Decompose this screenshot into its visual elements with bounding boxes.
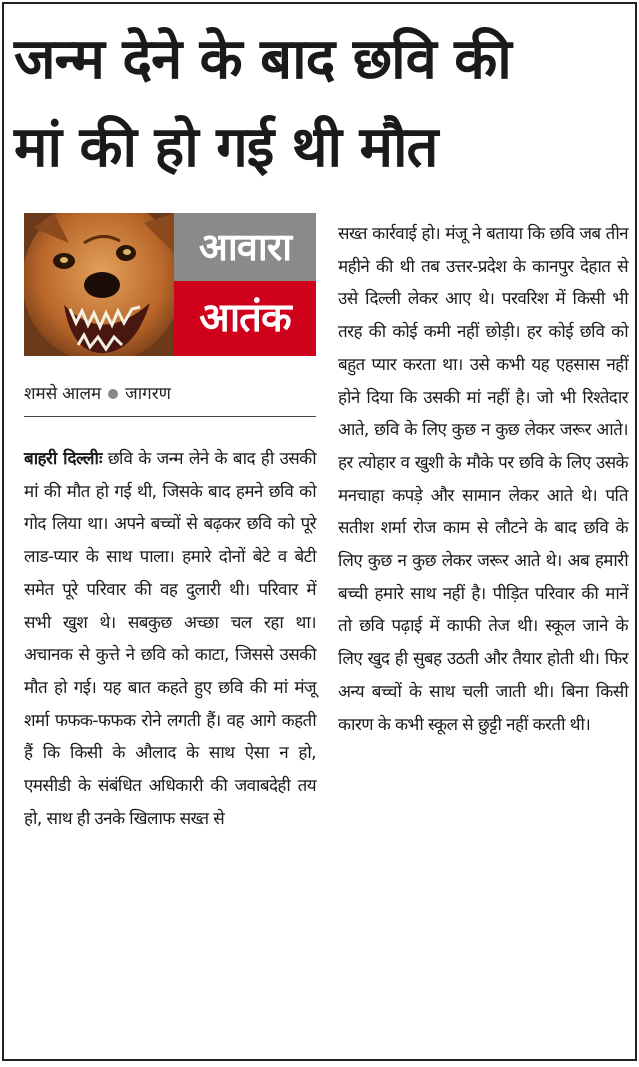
byline <box>24 382 316 417</box>
dateline: बाहरी दिल्लीः <box>24 449 102 469</box>
tag-aatank: आतंक <box>174 281 316 356</box>
byline-source: जागरण <box>125 384 171 404</box>
left-column <box>24 213 316 835</box>
headline <box>14 16 629 192</box>
byline-author: शमसे आलम <box>24 384 102 404</box>
angry-dog-photo <box>24 213 174 356</box>
article-left-body: छवि के जन्म लेने के बाद ही उसकी मां की मौत हो गई थी, जिसके बाद हमने छवि को गोद लिया था। अपने बच्चों से बढ़कर छवि को पूरे लाड-प्यार के साथ पाला। हमारे दोनों बेटे व बेटी समेत पूरे परिवार की वह दुलारी थी। परिवार में सभी खुश थे। सबकुछ अच्छा चल रहा था। अचानक से कुत्ते ने छवि को काटा, जिससे उसकी मौत हो गई। यह बात कहते हुए छवि की मां मंजू शर्मा फफक-फफक रोने लगती हैं। वह आगे कहती हैं कि किसी के औलाद के साथ ऐसा न हो, एमसीडी के संबंधित अधिकारी की जवाबदेही तय हो, साथ ही उनके खिलाफ सख्त से <box>24 449 317 829</box>
tag-awara: आवारा <box>174 213 316 281</box>
hero-banner <box>24 213 316 356</box>
bullet-icon <box>108 389 118 399</box>
article-left-text <box>24 443 316 835</box>
right-column <box>338 218 628 741</box>
headline-line-1: जन्म देने के बाद छवि की <box>14 27 511 92</box>
dog-image-icon <box>24 213 174 356</box>
article-right-text: सख्त कार्रवाई हो। मंजू ने बताया कि छवि जब तीन महीने की थी तब उत्तर-प्रदेश के कानपुर देहात से उसे दिल्ली लेकर आए थे। परवरिश में किसी भी तरह की कोई कमी नहीं छोड़ी। हर कोई छवि को बहुत प्यार करता था। उसे कभी यह एहसास नहीं होने दिया कि उसकी मां नहीं है। जो भी रिश्तेदार आते, छवि के लिए कुछ न कुछ लेकर जरूर आते। हर त्योहार व खुशी के मौके पर छवि के लिए उसके मनचाहा कपड़े और सामान लेकर आते थे। पति सतीश शर्मा रोज काम से लौटने के बाद छवि के लिए कुछ न कुछ लेकर जरूर आते थे। अब हमारी बच्ची हमारे साथ नहीं है। पीड़ित परिवार की मानें तो छवि पढ़ाई में काफी तेज थी। स्कूल जाने के लिए खुद ही सुबह उठती और तैयार होती थी। फिर अन्य बच्चों के साथ चली जाती थी। बिना किसी कारण के कभी स्कूल से छुट्टी नहीं करती थी। <box>338 224 628 735</box>
headline-line-2: मां की हो गई थी मौत <box>14 115 438 180</box>
